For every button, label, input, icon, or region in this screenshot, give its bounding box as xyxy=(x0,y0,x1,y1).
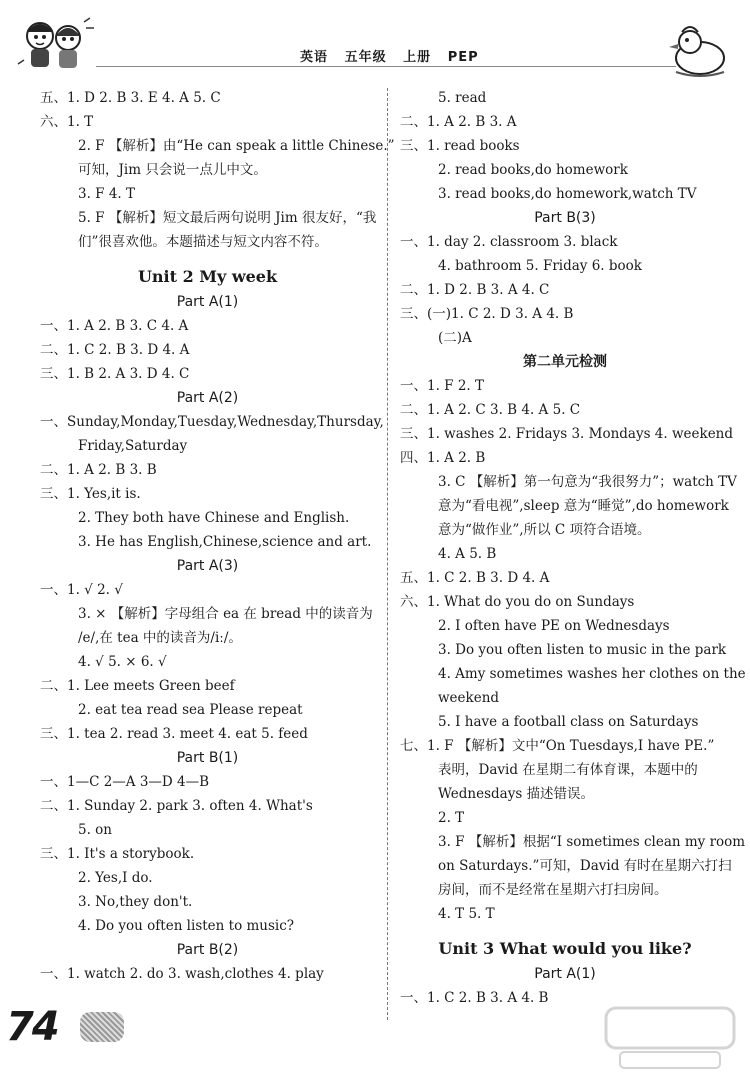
answer-line: 2. T xyxy=(438,810,465,826)
answer-line: 4. Amy sometimes washes her clothes on the xyxy=(438,666,746,682)
part-heading: Part A(3) xyxy=(176,558,239,574)
answer-line: 3. C 【解析】第一句意为“我很努力”；watch TV xyxy=(438,474,737,490)
left-answer-column xyxy=(40,86,395,986)
part-heading: Part A(1) xyxy=(534,966,596,982)
answer-line: 意为“做作业”,所以 C 项符合语境。 xyxy=(438,522,651,538)
answer-line: 二、1. A 2. B 3. A xyxy=(400,114,517,130)
answer-line: 三、1. washes 2. Fridays 3. Mondays 4. weekend xyxy=(400,426,734,442)
answer-line: 七、1. F 【解析】文中“On Tuesdays,I have PE.” xyxy=(400,738,715,754)
answer-line: 三、1. read books xyxy=(400,138,520,154)
part-heading: Part A(1) xyxy=(176,294,239,310)
answer-line: 可知，Jim 只会说一点儿中文。 xyxy=(78,162,267,178)
answer-line: 三、(一)1. C 2. D 3. A 4. B xyxy=(400,306,574,322)
answer-line: 3. He has English,Chinese,science and art. xyxy=(78,534,372,550)
answer-line: 六、1. T xyxy=(40,114,94,130)
part-heading: Part A(2) xyxy=(176,390,239,406)
answer-line: 五、1. C 2. B 3. D 4. A xyxy=(400,570,550,586)
answer-line: on Saturdays.”可知，David 有时在星期六打扫 xyxy=(438,858,732,874)
answer-line: 4. T 5. T xyxy=(438,906,495,922)
answer-line: 3. × 【解析】字母组合 ea 在 bread 中的读音为 xyxy=(78,606,373,622)
answer-line: Friday,Saturday xyxy=(78,438,188,454)
answer-line: 四、1. A 2. B xyxy=(400,450,486,466)
answer-line: 2. read books,do homework xyxy=(438,162,628,178)
answer-line: 一、1. watch 2. do 3. wash,clothes 4. play xyxy=(40,966,324,982)
answer-line: 一、1. day 2. classroom 3. black xyxy=(400,234,618,250)
answer-line: 4. √ 5. × 6. √ xyxy=(78,654,167,670)
answer-line: 五、1. D 2. B 3. E 4. A 5. C xyxy=(40,90,221,106)
watermark-logo xyxy=(600,1004,740,1074)
page-number: 74 xyxy=(6,1004,58,1050)
answer-line: 2. Yes,I do. xyxy=(78,870,153,886)
unit-heading: Unit 3 What would you like? xyxy=(438,939,692,958)
answer-line: 二、1. C 2. B 3. D 4. A xyxy=(40,342,190,358)
answer-line: (二)A xyxy=(438,330,472,346)
page-header xyxy=(0,0,750,80)
answer-line: 2. I often have PE on Wednesdays xyxy=(438,618,670,634)
part-heading: Part B(3) xyxy=(534,210,596,226)
answer-line: 一、1. F 2. T xyxy=(400,378,485,394)
answer-line: 2. F 【解析】由“He can speak a little Chinese.” xyxy=(78,138,395,154)
answer-line: 一、1. √ 2. √ xyxy=(40,582,123,598)
answer-line: 5. F 【解析】短文最后两句说明 Jim 很友好，“我 xyxy=(78,210,377,226)
header-rule xyxy=(96,66,676,67)
answer-line: 二、1. Lee meets Green beef xyxy=(40,678,235,694)
answer-line: 3. read books,do homework,watch TV xyxy=(438,186,697,202)
answer-line: 三、1. Yes,it is. xyxy=(40,486,141,502)
answer-line: 3. Do you often listen to music in the park xyxy=(438,642,727,658)
right-answer-column xyxy=(400,86,746,1010)
answer-line: 2. eat tea read sea Please repeat xyxy=(78,702,303,718)
answer-line: 一、1—C 2—A 3—D 4—B xyxy=(40,774,210,790)
answer-line: 3. F 4. T xyxy=(78,186,136,202)
page-number-decoration xyxy=(80,1012,124,1042)
answer-line: 表明，David 在星期二有体育课，本题中的 xyxy=(438,762,698,778)
answer-line: 一、Sunday,Monday,Tuesday,Wednesday,Thursday, xyxy=(40,414,384,430)
answer-line: weekend xyxy=(438,690,500,706)
answer-line: 5. read xyxy=(438,90,487,106)
answer-line: 二、1. A 2. B 3. B xyxy=(40,462,157,478)
answer-line: 意为“看电视”,sleep 意为“睡觉”,do homework xyxy=(438,498,729,514)
answer-line: 5. I have a football class on Saturdays xyxy=(438,714,699,730)
answer-line: 三、1. B 2. A 3. D 4. C xyxy=(40,366,190,382)
part-heading: Part B(2) xyxy=(176,942,239,958)
unit-heading: Unit 2 My week xyxy=(137,267,278,286)
answer-line: 5. on xyxy=(78,822,112,838)
answer-line: 一、1. C 2. B 3. A 4. B xyxy=(400,990,549,1006)
header-title: 英语 五年级 上册 PEP xyxy=(300,50,479,65)
answer-line: 二、1. D 2. B 3. A 4. C xyxy=(400,282,550,298)
answer-line: 三、1. It's a storybook. xyxy=(40,846,195,862)
column-divider xyxy=(387,88,388,1020)
answer-line: 4. Do you often listen to music? xyxy=(78,918,295,934)
answer-line: 3. No,they don't. xyxy=(78,894,193,910)
answer-line: 二、1. Sunday 2. park 3. often 4. What's xyxy=(40,798,313,814)
answer-line: 3. F 【解析】根据“I sometimes clean my room xyxy=(438,834,746,850)
test-heading: 第二单元检测 xyxy=(523,354,607,370)
answer-line: /e/,在 tea 中的读音为/iː/。 xyxy=(78,630,242,646)
cartoon-kids-icon xyxy=(14,14,98,78)
cartoon-duck-icon xyxy=(662,24,736,78)
answer-line: 4. bathroom 5. Friday 6. book xyxy=(438,258,642,274)
answer-line: 六、1. What do you do on Sundays xyxy=(400,594,635,610)
answer-line: 们”很喜欢他。本题描述与短文内容不符。 xyxy=(78,234,328,250)
answer-line: 房间，而不是经常在星期六打扫房间。 xyxy=(438,882,668,898)
answer-line: 4. A 5. B xyxy=(438,546,497,562)
answer-line: 2. They both have Chinese and English. xyxy=(78,510,350,526)
answer-line: 三、1. tea 2. read 3. meet 4. eat 5. feed xyxy=(40,726,308,742)
answer-line: Wednesdays 描述错误。 xyxy=(438,786,595,802)
answer-line: 一、1. A 2. B 3. C 4. A xyxy=(40,318,189,334)
part-heading: Part B(1) xyxy=(176,750,239,766)
answer-line: 二、1. A 2. C 3. B 4. A 5. C xyxy=(400,402,581,418)
